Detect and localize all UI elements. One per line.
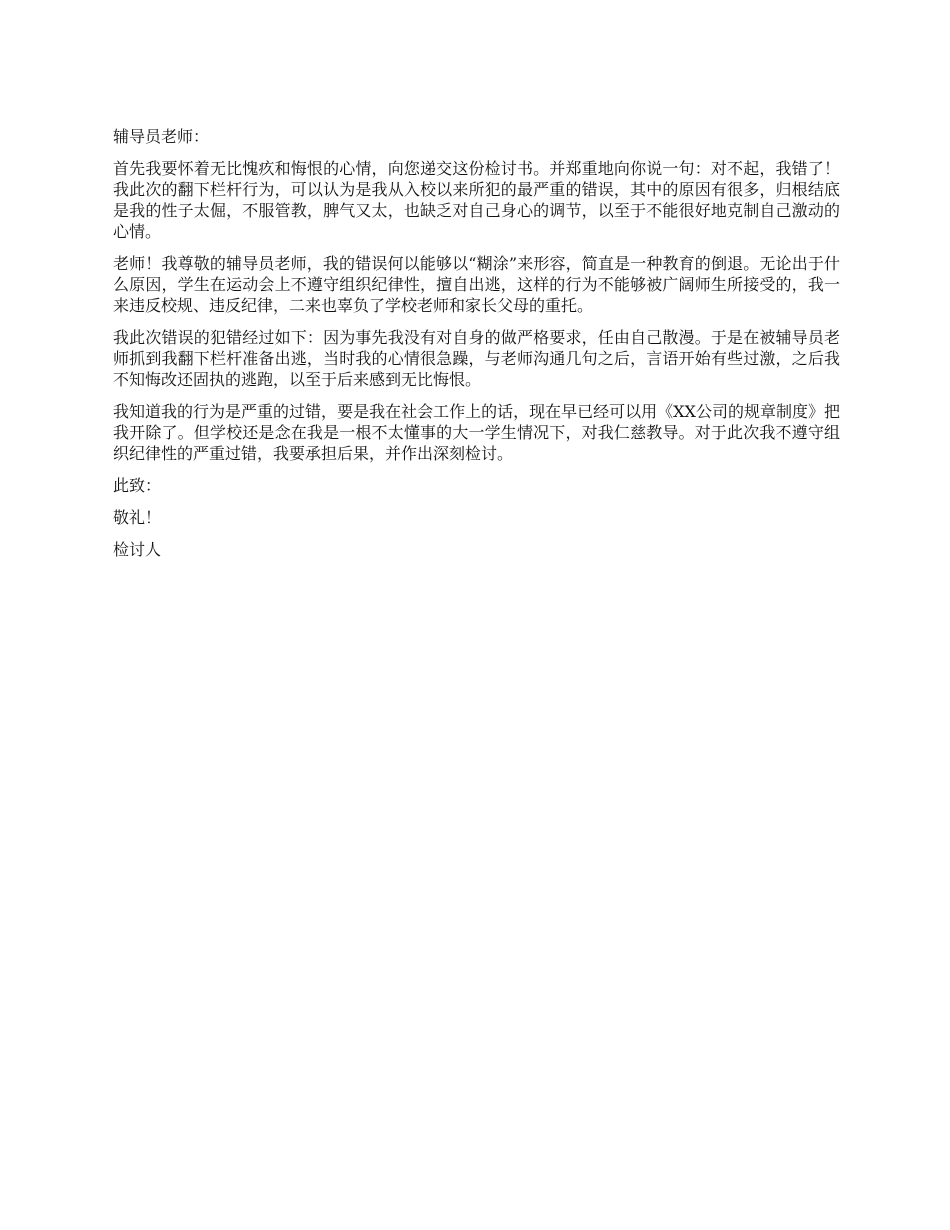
document-page — [113, 126, 840, 571]
paragraph-3: 我此次错误的犯错经过如下：因为事先我没有对自身的做严格要求，任由自己散漫。于是在被辅导员老师抓到我翻下栏杆准备出逃，当时我的心情很急躁，与老师沟通几句之后，言语开始有些过激，之后我不知悔改还固执的逃跑，以至于后来感到无比悔恨。 — [113, 328, 840, 389]
paragraph-1: 首先我要怀着无比愧疚和悔恨的心情，向您递交这份检讨书。并郑重地向你说一句：对不起，我错了！我此次的翻下栏杆行为，可以认为是我从入校以来所犯的最严重的错误，其中的原因有很多，归根结底是我的性子太倔，不服管教，脾气又太，也缺乏对自己身心的调节，以至于不能很好地克制自己激动的心情。 — [113, 159, 840, 241]
salutation: 辅导员老师： — [113, 127, 210, 146]
paragraph-2: 老师！我尊敬的辅导员老师，我的错误何以能够以“糊涂”来形容，简直是一种教育的倒退。无论出于什么原因，学生在运动会上不遵守组织纪律性，擅自出逃，这样的行为不能够被广阔师生所接受的，我一来违反校规、违反纪律，二来也辜负了学校老师和家长父母的重托。 — [113, 254, 840, 315]
paragraph-4: 我知道我的行为是严重的过错，要是我在社会工作上的话，现在早已经可以用《XX公司的规章制度》把我开除了。但学校还是念在我是一根不太懂事的大一学生情况下，对我仁慈教导。对于此次我不遵守组织纪律性的严重过错，我要承担后果，并作出深刻检讨。 — [113, 402, 840, 463]
closing-line: 此致： — [113, 476, 162, 495]
signature-line: 检讨人 — [113, 540, 162, 559]
regards-line: 敬礼！ — [113, 508, 162, 527]
